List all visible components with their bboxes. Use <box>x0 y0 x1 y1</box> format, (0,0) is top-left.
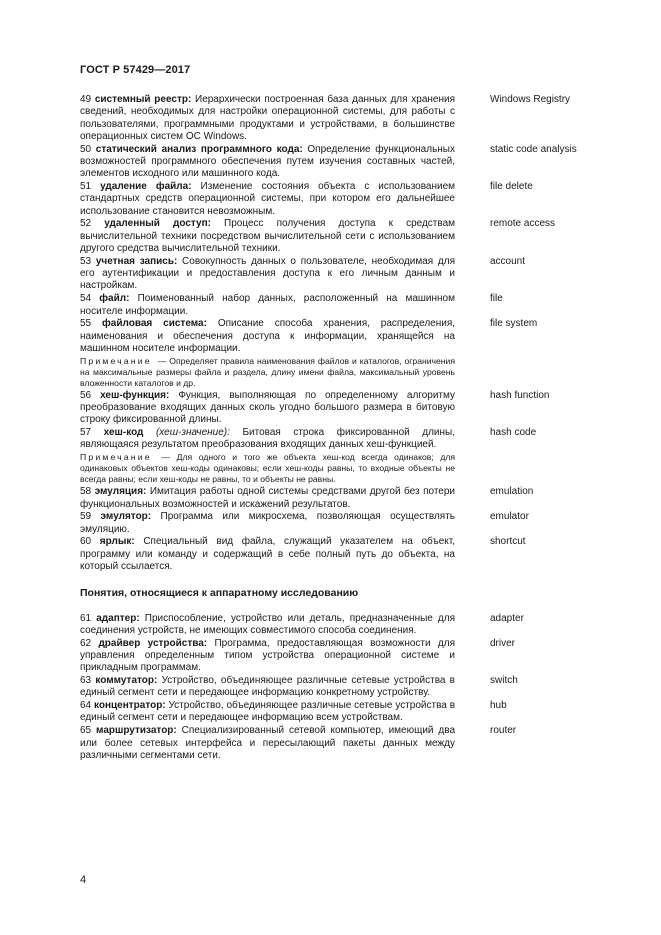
term-number: 52 <box>80 218 92 230</box>
term-note <box>80 356 600 389</box>
term-number: 65 <box>80 725 92 737</box>
section-title: Понятия, относящиеся к аппаратному исследованию <box>80 587 359 600</box>
term-entry <box>80 318 600 355</box>
terms-list-software <box>80 94 600 573</box>
term-name: удаление файла: <box>100 181 192 193</box>
term-number: 64 <box>80 700 92 712</box>
term-definition: Специальный вид файла, служащий указателем на объект, программу или команду и содержащий в себе полный путь до объекта, на который ссылается. <box>80 536 455 572</box>
term-definition-block <box>80 256 455 293</box>
term-english: static code analysis <box>490 143 577 155</box>
term-entry <box>80 613 600 638</box>
term-english: file <box>490 293 503 305</box>
term-entry <box>80 486 600 511</box>
term-number: 60 <box>80 536 92 548</box>
term-definition-block <box>80 144 455 181</box>
term-definition: Битовая строка фиксированной длины, являющаяся результатом преобразования входящих данных хеш-функцией. <box>80 427 455 451</box>
term-english: account <box>490 255 526 267</box>
term-definition: Иерархически построенная база данных для хранения сведений, необходимых для настройки операционной системы, для работы с пользователями, программными продуктами и устройствами, в большинстве операционных систем ОС Windows. <box>80 94 455 142</box>
term-english: hash code <box>490 427 537 439</box>
term-definition-block <box>80 613 455 638</box>
term-english: Windows Registry <box>490 94 571 105</box>
term-name: удаленный доступ: <box>104 218 211 230</box>
term-definition: Устройство, объединяющее различные сетевые устройства в единый сегмент сети и передающее информацию всем устройствам. <box>80 700 456 724</box>
term-entry <box>80 725 600 762</box>
term-definition-block <box>80 536 455 573</box>
term-definition-block <box>80 486 455 511</box>
term-definition-block <box>80 181 455 218</box>
term-english: file system <box>490 318 538 330</box>
term-english: shortcut <box>490 536 526 548</box>
term-definition: Специализированный сетевой компьютер, имеющий два или более сетевых интерфейса и пересылающий пакеты данных между различными сегментами сети. <box>80 725 456 761</box>
term-name: системный реестр: <box>94 94 192 105</box>
term-definition: Имитация работы одной системы средствами другой без потери функциональных возможностей и искажений результатов. <box>80 486 456 510</box>
term-name: концентратор: <box>93 700 166 712</box>
term-english: emulator <box>490 511 529 523</box>
term-number: 55 <box>80 318 92 330</box>
term-definition: Устройство, объединяющее различные сетевые устройства в единый сегмент сети и передающее информацию конкретному устройству. <box>80 675 455 699</box>
term-entry <box>80 181 600 218</box>
term-definition: Изменение состояния объекта с использованием стандартных средств операционной системы, при котором его дальнейшее использование становится невозможным. <box>80 181 456 217</box>
term-definition-block <box>80 638 455 675</box>
term-name: ярлык: <box>99 536 135 548</box>
term-entry <box>80 675 600 700</box>
terms-content <box>80 94 600 763</box>
term-english: router <box>490 725 517 737</box>
term-english: remote access <box>490 218 556 230</box>
document-header: ГОСТ Р 57429—2017 <box>80 64 191 76</box>
note-label: Примечание <box>80 355 152 366</box>
term-definition-block <box>80 700 455 725</box>
term-english: hub <box>490 700 507 712</box>
term-number: 54 <box>80 293 92 305</box>
term-number: 59 <box>80 511 92 523</box>
term-definition-block <box>80 293 455 318</box>
term-entry <box>80 144 600 181</box>
term-definition: Определение функциональных возможностей программного обеспечения путем изучения составных частей, элементов исходного или машинного кода. <box>80 143 455 180</box>
term-english: hash function <box>490 389 550 401</box>
term-definition: Приспособление, устройство или деталь, предназначенные для соединения устройств, не имеющих совместимого способа соединения. <box>80 612 456 636</box>
term-number: 63 <box>80 675 92 687</box>
term-number: 58 <box>80 486 92 498</box>
term-entry <box>80 293 600 318</box>
term-name: эмулятор: <box>100 511 152 523</box>
term-definition-block <box>80 675 455 700</box>
term-entry <box>80 536 600 573</box>
term-english: switch <box>490 675 518 687</box>
term-alternative: (хеш-значение): <box>155 427 230 439</box>
term-english: driver <box>490 637 516 649</box>
term-name: учетная запись: <box>95 255 178 267</box>
term-number: 62 <box>80 637 92 649</box>
term-entry <box>80 427 600 452</box>
term-definition-block <box>80 390 455 427</box>
terms-list-hardware <box>80 613 600 763</box>
term-number: 51 <box>80 181 92 193</box>
term-number: 53 <box>80 255 92 267</box>
term-name: хеш-код <box>103 427 144 439</box>
term-name: эмуляция: <box>94 486 147 498</box>
term-entry <box>80 638 600 675</box>
term-definition: Программа, предоставляющая возможности для управления определенным типом устройства операционной системе и прикладным программам. <box>80 637 455 674</box>
note-text: — Определяет правила наименования файлов и каталогов, ограничения на максимальные размеры файла и раздела, длину имени файла, максимальный уровень вложенности каталогов и др. <box>80 355 455 388</box>
term-note <box>80 452 600 485</box>
term-number: 61 <box>80 612 92 624</box>
term-number: 56 <box>80 389 92 401</box>
term-name: коммутатор: <box>95 675 158 687</box>
term-entry <box>80 256 600 293</box>
term-entry <box>80 94 600 143</box>
term-entry <box>80 700 600 725</box>
term-entry <box>80 390 600 427</box>
term-name: файловая система: <box>102 318 207 330</box>
term-entry <box>80 218 600 255</box>
term-number: 49 <box>80 94 92 105</box>
term-definition: Функция, выполняющая по определенному алгоритму преобразование входящих данных сколь угодно большого размера в битовую строку фиксированной длины. <box>80 389 455 426</box>
term-definition-block <box>80 427 455 452</box>
term-definition-block <box>80 218 455 255</box>
term-english: file delete <box>490 181 533 193</box>
term-definition: Процесс получения доступа к средствам вычислительной техники посредством вычислительной сети с использованием другого средства вычислительной техники. <box>80 218 456 255</box>
term-definition-block <box>80 725 455 762</box>
term-name: хеш-функция: <box>100 389 170 401</box>
note-text: — Для одного и того же объекта хеш-код всегда одинаков; для одинаковых объектов хеш-коды одинаковы; если хеш-коды равны, то входные объекты не всегда равны; если хеш-коды не равны, то и объекты не равны. <box>80 452 456 485</box>
term-name: маршрутизатор: <box>96 725 177 737</box>
term-number: 57 <box>80 427 92 439</box>
term-definition: Описание способа хранения, распределения, наименования и обеспечения доступа к информации, хранящейся на машинном носителе информации. <box>80 318 456 354</box>
term-entry <box>80 511 600 536</box>
term-name: адаптер: <box>96 612 140 624</box>
term-name: статический анализ программного кода: <box>95 143 303 155</box>
term-definition-block <box>80 94 455 143</box>
term-definition-block <box>80 318 455 355</box>
term-definition-block <box>80 511 455 536</box>
term-definition: Совокупность данных о пользователе, необходимая для его аутентификации и предоставления доступа к его личным данным и настройкам. <box>80 255 456 292</box>
term-english: emulation <box>490 486 534 498</box>
term-name: файл: <box>99 293 130 305</box>
term-number: 50 <box>80 143 92 155</box>
note-label: Примечание <box>80 452 152 463</box>
term-definition: Программа или микросхема, позволяющая осуществлять эмуляцию. <box>80 511 456 535</box>
page-number: 4 <box>80 874 87 886</box>
term-definition: Поименованный набор данных, расположенный на машинном носителе информации. <box>80 293 455 317</box>
term-english: adapter <box>490 612 524 624</box>
term-name: драйвер устройства: <box>98 637 208 649</box>
